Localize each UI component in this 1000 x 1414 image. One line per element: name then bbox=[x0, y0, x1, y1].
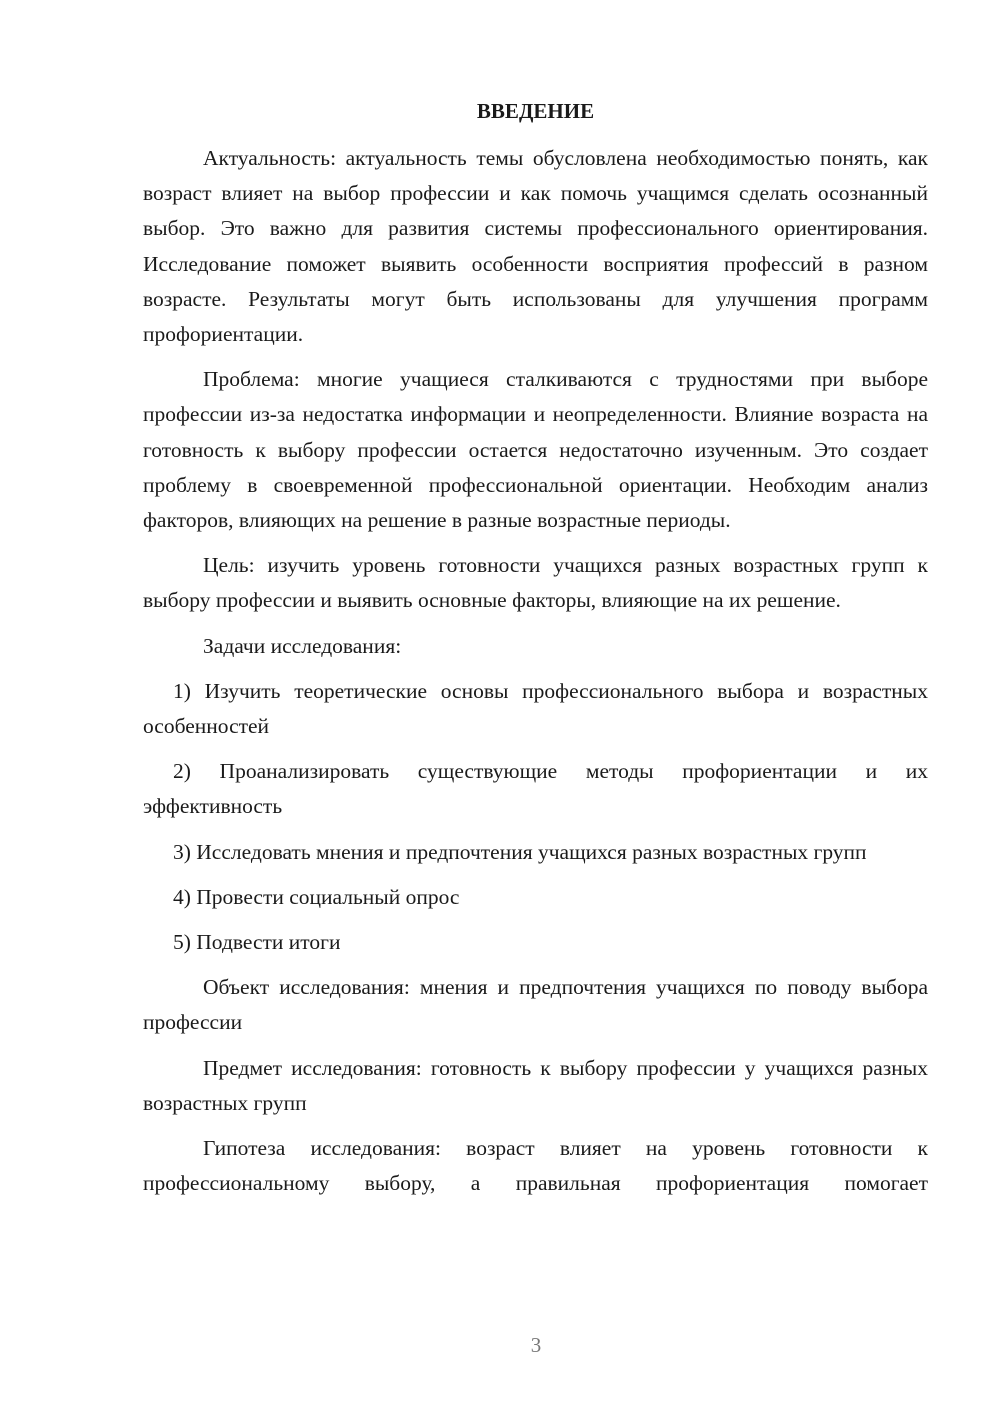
subject-paragraph: Предмет исследования: готовность к выбору профессии у учащихся разных возрастных групп bbox=[143, 1055, 928, 1115]
list-item: 2) Проанализировать существующие методы профориентации и их эффективность bbox=[143, 759, 928, 819]
problem-paragraph: Проблема: многие учащиеся сталкиваются с трудностями при выборе профессии из-за недостатка информации и неопределенности. Влияние возраста на готовность к выбору профессии остается недостаточно изученным. Это создает проблему в своевременной профессиональной ориентации. Необходим анализ факторов, влияющих на решение в разные возрастные периоды. bbox=[143, 367, 928, 533]
tasks-list bbox=[143, 674, 928, 960]
list-item: 5) Подвести итоги bbox=[173, 930, 341, 955]
list-item: 1) Изучить теоретические основы профессионального выбора и возрастных особенностей bbox=[143, 678, 928, 739]
object-paragraph: Объект исследования: мнения и предпочтения учащихся по поводу выбора профессии bbox=[143, 975, 928, 1035]
list-item: 4) Провести социальный опрос bbox=[173, 884, 460, 909]
tasks-heading: Задачи исследования: bbox=[203, 633, 402, 658]
page-title: ВВЕДЕНИЕ bbox=[476, 99, 595, 123]
document-page bbox=[143, 95, 928, 1211]
hypothesis-paragraph: Гипотеза исследования: возраст влияет на уровень готовности к профессиональному выбору, а правильная профориентация помогает bbox=[143, 1136, 928, 1196]
page-number: 3 bbox=[530, 1333, 542, 1357]
relevance-paragraph: Актуальность: актуальность темы обусловлена необходимостью понять, как возраст влияет на выбор профессии и как помочь учащимся сделать осознанный выбор. Это важно для развития системы профессионального ориентирования. Исследование поможет выявить особенности восприятия профессий в разном возрасте. Результаты могут быть использованы для улучшения программ профориентации. bbox=[143, 146, 928, 347]
goal-paragraph: Цель: изучить уровень готовности учащихся разных возрастных групп к выбору профессии и выявить основные факторы, влияющие на их решение. bbox=[143, 553, 928, 613]
list-item: 3) Исследовать мнения и предпочтения учащихся разных возрастных групп bbox=[173, 839, 867, 864]
